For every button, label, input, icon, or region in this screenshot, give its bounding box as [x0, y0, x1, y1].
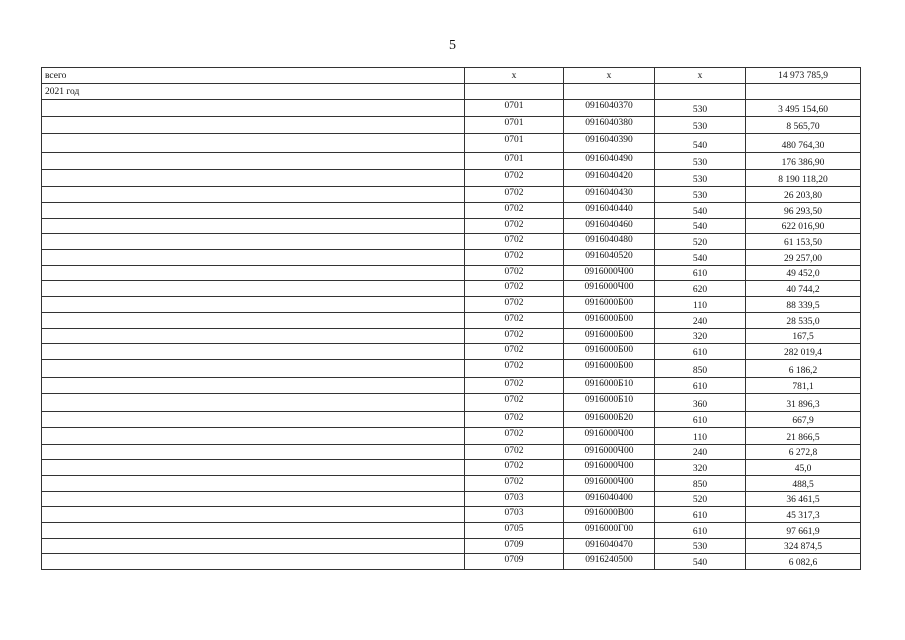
row-name-cell [42, 523, 465, 539]
row-target-code: 0916000Б00 [564, 297, 655, 313]
row-name-cell [42, 170, 465, 187]
table-row [42, 538, 861, 554]
row-expense-type: 540 [655, 202, 746, 218]
row-sum: 45,0 [746, 460, 861, 476]
row-target-code: 0916000Б00 [564, 344, 655, 360]
row-sum: 61 153,50 [746, 234, 861, 250]
row-name-cell [42, 281, 465, 297]
row-sum: 29 257,00 [746, 250, 861, 266]
row-section-code: 0702 [465, 297, 564, 313]
table-row [42, 460, 861, 476]
table-row [42, 344, 861, 360]
row-sum: 324 874,5 [746, 538, 861, 554]
row-sum: 28 535,0 [746, 312, 861, 328]
row-expense-type: 610 [655, 411, 746, 427]
row-section-code: 0702 [465, 250, 564, 266]
row-sum: 26 203,80 [746, 187, 861, 203]
row-name-cell [42, 507, 465, 523]
table-row [42, 507, 861, 523]
row-expense-type: 540 [655, 134, 746, 153]
row-sum: 667,9 [746, 411, 861, 427]
total-row [42, 68, 861, 84]
total-label: всего [42, 68, 465, 84]
row-sum: 96 293,50 [746, 202, 861, 218]
row-target-code: 0916040440 [564, 202, 655, 218]
row-target-code: 0916000Ч00 [564, 444, 655, 460]
row-expense-type: 360 [655, 393, 746, 411]
year-empty-cell [746, 84, 861, 100]
row-target-code: 0916040490 [564, 153, 655, 170]
row-target-code: 0916000Ч00 [564, 427, 655, 444]
table-row [42, 153, 861, 170]
row-target-code: 0916000Б00 [564, 312, 655, 328]
row-sum: 282 019,4 [746, 344, 861, 360]
row-expense-type: 110 [655, 297, 746, 313]
row-target-code: 0916040400 [564, 491, 655, 507]
page-number: 5 [449, 38, 456, 53]
row-sum: 49 452,0 [746, 265, 861, 281]
row-section-code: 0702 [465, 265, 564, 281]
total-type: x [655, 68, 746, 84]
year-label: 2021 год [42, 84, 465, 100]
row-name-cell [42, 360, 465, 378]
row-expense-type: 320 [655, 328, 746, 344]
budget-table-body [42, 68, 861, 570]
row-sum: 40 744,2 [746, 281, 861, 297]
row-name-cell [42, 297, 465, 313]
row-name-cell [42, 312, 465, 328]
row-name-cell [42, 202, 465, 218]
row-expense-type: 520 [655, 234, 746, 250]
year-empty-cell [564, 84, 655, 100]
row-section-code: 0702 [465, 427, 564, 444]
row-target-code: 0916040460 [564, 218, 655, 234]
table-row [42, 218, 861, 234]
row-target-code: 0916000Б20 [564, 411, 655, 427]
total-section: x [465, 68, 564, 84]
row-name-cell [42, 538, 465, 554]
row-name-cell [42, 234, 465, 250]
row-section-code: 0702 [465, 460, 564, 476]
table-row [42, 328, 861, 344]
table-row [42, 393, 861, 411]
row-name-cell [42, 250, 465, 266]
budget-table [41, 67, 861, 570]
row-expense-type: 520 [655, 491, 746, 507]
table-row [42, 411, 861, 427]
row-sum: 31 896,3 [746, 393, 861, 411]
row-sum: 480 764,30 [746, 134, 861, 153]
row-section-code: 0702 [465, 444, 564, 460]
row-expense-type: 610 [655, 507, 746, 523]
row-expense-type: 610 [655, 523, 746, 539]
row-target-code: 0916040470 [564, 538, 655, 554]
year-empty-cell [655, 84, 746, 100]
row-sum: 781,1 [746, 378, 861, 394]
table-row [42, 234, 861, 250]
row-sum: 6 186,2 [746, 360, 861, 378]
row-section-code: 0702 [465, 218, 564, 234]
row-section-code: 0702 [465, 344, 564, 360]
row-expense-type: 540 [655, 218, 746, 234]
row-section-code: 0702 [465, 475, 564, 491]
table-row [42, 554, 861, 570]
row-target-code: 0916000Ч00 [564, 475, 655, 491]
row-target-code: 0916000Б10 [564, 378, 655, 394]
row-name-cell [42, 344, 465, 360]
table-row [42, 134, 861, 153]
row-name-cell [42, 444, 465, 460]
row-target-code: 0916000Г00 [564, 523, 655, 539]
row-section-code: 0702 [465, 393, 564, 411]
row-expense-type: 850 [655, 360, 746, 378]
table-row [42, 312, 861, 328]
row-section-code: 0702 [465, 170, 564, 187]
row-expense-type: 530 [655, 187, 746, 203]
table-row [42, 444, 861, 460]
row-section-code: 0702 [465, 281, 564, 297]
table-row [42, 427, 861, 444]
row-sum: 8 190 118,20 [746, 170, 861, 187]
row-name-cell [42, 265, 465, 281]
row-sum: 36 461,5 [746, 491, 861, 507]
row-expense-type: 610 [655, 344, 746, 360]
table-row [42, 360, 861, 378]
row-name-cell [42, 218, 465, 234]
row-sum: 88 339,5 [746, 297, 861, 313]
table-row [42, 378, 861, 394]
row-sum: 3 495 154,60 [746, 100, 861, 117]
row-section-code: 0702 [465, 234, 564, 250]
row-section-code: 0703 [465, 491, 564, 507]
table-row [42, 297, 861, 313]
table-row [42, 117, 861, 134]
table-row [42, 475, 861, 491]
row-section-code: 0702 [465, 187, 564, 203]
row-section-code: 0701 [465, 117, 564, 134]
row-name-cell [42, 554, 465, 570]
table-row [42, 281, 861, 297]
table-row [42, 523, 861, 539]
row-target-code: 0916240500 [564, 554, 655, 570]
row-section-code: 0705 [465, 523, 564, 539]
row-expense-type: 110 [655, 427, 746, 444]
row-sum: 8 565,70 [746, 117, 861, 134]
row-expense-type: 530 [655, 100, 746, 117]
table-row [42, 265, 861, 281]
row-name-cell [42, 134, 465, 153]
row-section-code: 0701 [465, 134, 564, 153]
table-row [42, 250, 861, 266]
row-target-code: 0916000Б00 [564, 328, 655, 344]
row-target-code: 0916000Б00 [564, 360, 655, 378]
total-sum: 14 973 785,9 [746, 68, 861, 84]
row-target-code: 0916000Ч00 [564, 265, 655, 281]
row-section-code: 0709 [465, 554, 564, 570]
row-expense-type: 530 [655, 117, 746, 134]
table-row [42, 170, 861, 187]
row-expense-type: 610 [655, 265, 746, 281]
row-name-cell [42, 117, 465, 134]
row-target-code: 0916040380 [564, 117, 655, 134]
row-target-code: 0916040420 [564, 170, 655, 187]
row-section-code: 0702 [465, 312, 564, 328]
row-section-code: 0702 [465, 411, 564, 427]
row-section-code: 0703 [465, 507, 564, 523]
row-sum: 21 866,5 [746, 427, 861, 444]
row-sum: 97 661,9 [746, 523, 861, 539]
row-target-code: 0916000В00 [564, 507, 655, 523]
row-name-cell [42, 378, 465, 394]
row-target-code: 0916040390 [564, 134, 655, 153]
total-target: x [564, 68, 655, 84]
row-expense-type: 530 [655, 170, 746, 187]
row-sum: 6 082,6 [746, 554, 861, 570]
row-expense-type: 530 [655, 153, 746, 170]
row-target-code: 0916000Б10 [564, 393, 655, 411]
row-name-cell [42, 187, 465, 203]
row-target-code: 0916000Ч00 [564, 460, 655, 476]
row-sum: 6 272,8 [746, 444, 861, 460]
table-row [42, 100, 861, 117]
row-name-cell [42, 491, 465, 507]
row-target-code: 0916040430 [564, 187, 655, 203]
row-name-cell [42, 427, 465, 444]
row-name-cell [42, 411, 465, 427]
row-name-cell [42, 328, 465, 344]
row-target-code: 0916000Ч00 [564, 281, 655, 297]
row-sum: 176 386,90 [746, 153, 861, 170]
year-row [42, 84, 861, 100]
row-expense-type: 850 [655, 475, 746, 491]
row-expense-type: 610 [655, 378, 746, 394]
row-expense-type: 240 [655, 444, 746, 460]
row-sum: 622 016,90 [746, 218, 861, 234]
row-expense-type: 540 [655, 554, 746, 570]
row-name-cell [42, 475, 465, 491]
year-empty-cell [465, 84, 564, 100]
row-expense-type: 320 [655, 460, 746, 476]
row-section-code: 0702 [465, 378, 564, 394]
row-sum: 167,5 [746, 328, 861, 344]
row-expense-type: 240 [655, 312, 746, 328]
table-row [42, 491, 861, 507]
row-target-code: 0916040370 [564, 100, 655, 117]
row-section-code: 0701 [465, 100, 564, 117]
row-target-code: 0916040480 [564, 234, 655, 250]
row-target-code: 0916040520 [564, 250, 655, 266]
row-section-code: 0701 [465, 153, 564, 170]
row-expense-type: 620 [655, 281, 746, 297]
row-section-code: 0709 [465, 538, 564, 554]
row-sum: 488,5 [746, 475, 861, 491]
row-expense-type: 540 [655, 250, 746, 266]
row-section-code: 0702 [465, 328, 564, 344]
row-name-cell [42, 460, 465, 476]
row-section-code: 0702 [465, 202, 564, 218]
row-name-cell [42, 100, 465, 117]
row-expense-type: 530 [655, 538, 746, 554]
row-name-cell [42, 393, 465, 411]
row-section-code: 0702 [465, 360, 564, 378]
row-name-cell [42, 153, 465, 170]
table-row [42, 202, 861, 218]
table-row [42, 187, 861, 203]
row-sum: 45 317,3 [746, 507, 861, 523]
